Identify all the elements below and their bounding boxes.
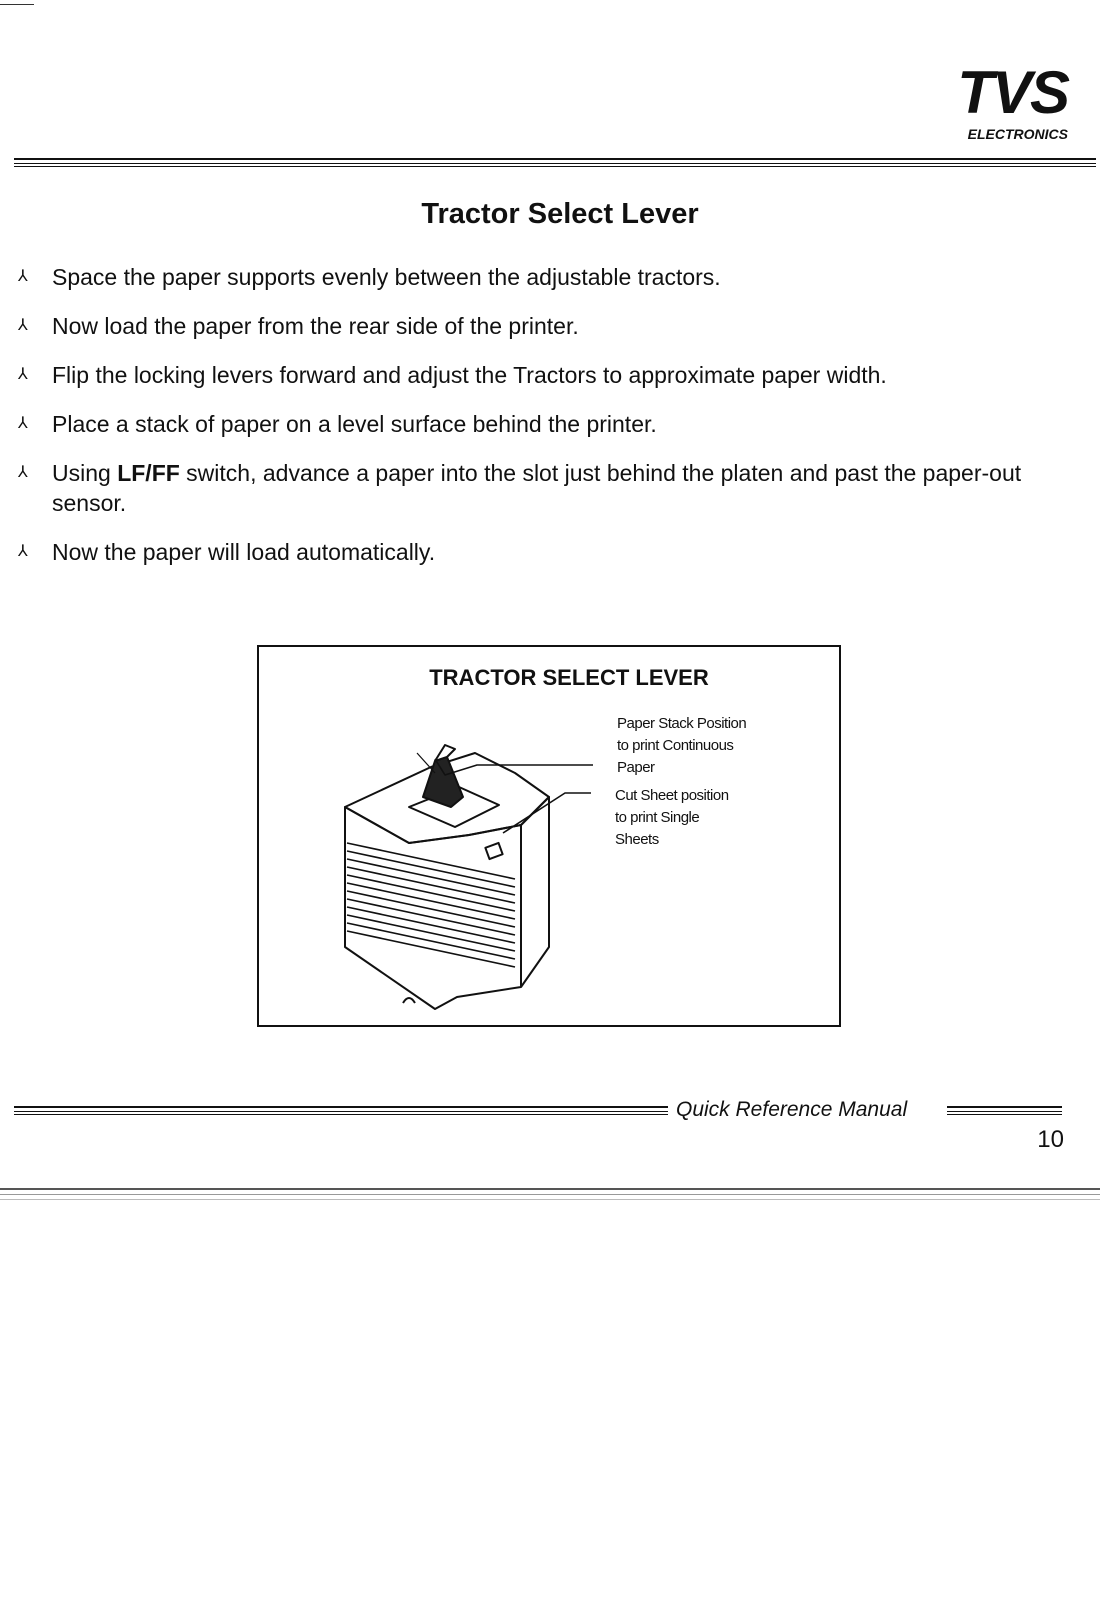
list-item [18,458,1098,518]
logo-wordmark: TVS [957,59,1068,126]
list-item-text: Now the paper will load automatically. [52,539,436,565]
bullet-marker-icon: ⅄ [18,366,28,383]
bullet-marker-icon: ⅄ [18,317,28,334]
brand-logo [957,59,1068,142]
footer-rule-left [14,1106,668,1115]
list-item-text: Now load the paper from the rear side of the printer. [52,313,579,339]
list-item [18,262,1098,292]
printer-front-face [345,807,521,1009]
select-lever-icon [423,757,463,807]
instruction-list [18,262,1098,586]
bullet-marker-icon: ⅄ [18,543,28,560]
bullet-marker-icon: ⅄ [18,464,28,481]
page-number: 10 [1037,1126,1064,1153]
printer-right-face [521,797,549,987]
logo-subtitle: ELECTRONICS [967,126,1068,142]
scan-edge-artifact [0,1188,1100,1202]
cut-sheet-switch-icon [485,843,502,859]
tractor-lever-figure [257,645,841,1027]
figure-title: TRACTOR SELECT LEVER [429,665,709,690]
list-item [18,537,1098,567]
footer-manual-title: Quick Reference Manual [676,1098,908,1121]
list-item-text: Flip the locking levers forward and adjust the Tractors to approximate paper width. [52,362,887,388]
label-cut-sheet-position: Cut Sheet position to print Single Sheets [615,787,729,848]
scan-corner-mark [0,4,34,5]
list-item [18,360,1098,390]
lf-ff-switch-name: LF/FF [117,460,180,486]
footer-rule-right [947,1106,1062,1115]
list-item [18,409,1098,439]
list-item-text: Space the paper supports evenly between the adjustable tractors. [52,264,721,290]
list-item-text: Place a stack of paper on a level surface behind the printer. [52,411,657,437]
header-rule [14,158,1096,168]
printer-illustration [259,647,839,1025]
page-title: Tractor Select Lever [421,198,699,230]
printer-base-notch [403,998,415,1003]
front-vent-lines [347,843,515,967]
list-item [18,311,1098,341]
bullet-marker-icon: ⅄ [18,268,28,285]
bullet-marker-icon: ⅄ [18,415,28,432]
page-footer [0,1098,1120,1128]
label-paper-stack-position: Paper Stack Position to print Continuous Paper [617,715,747,776]
list-item-text: Using LF/FF switch, advance a paper into the slot just behind the platen and past the paper-out sensor. [52,460,1022,516]
